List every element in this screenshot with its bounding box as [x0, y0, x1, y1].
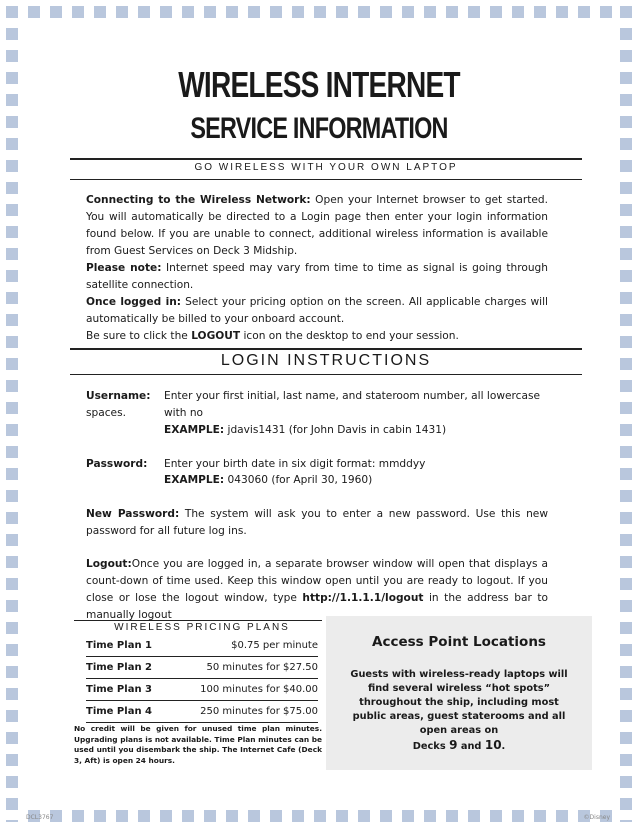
plan-name: Time Plan 4	[86, 706, 152, 717]
username-example	[164, 422, 564, 439]
page-border-top	[6, 6, 632, 18]
footer-code: DCL3767	[26, 814, 54, 821]
plan-row-3	[86, 680, 318, 701]
decks-post: .	[501, 741, 506, 752]
connecting-text: Open your Internet browser to get started. You will automatically be directed to a Login page then enter your login information found below. If you are unable to connect, additional wireless information is available from Guest Services on Deck 3 Midship.	[86, 194, 548, 257]
plan-price: 250 minutes for $75.00	[200, 706, 318, 717]
username-example-label: EXAMPLE:	[164, 424, 225, 436]
plan-name: Time Plan 3	[86, 684, 152, 695]
note-paragraph	[86, 260, 548, 294]
note-text: Internet speed may vary from time to time as signal is going through satellite connection.	[86, 262, 548, 291]
plans-heading: WIRELESS PRICING PLANS	[114, 622, 290, 633]
logged-in-label: Once logged in:	[86, 296, 182, 308]
username-label: Username:	[86, 390, 151, 402]
rule-band-bottom	[70, 179, 582, 180]
rule-login-top	[70, 348, 582, 350]
logout-text-1: Once you are logged in, a separate browser window will open that displays a count-down of time used. Keep this window open until you are ready to logout. If you close or lose the logout window, type	[86, 558, 548, 604]
access-point-description: Guests with wireless-ready laptops will find several wireless “hot spots” throughout the ship, including most public areas, guest staterooms and all open areas on	[350, 669, 568, 736]
page-border-bottom	[6, 810, 632, 822]
password-label: Password:	[86, 458, 148, 470]
plan-price: 50 minutes for $27.50	[206, 662, 318, 673]
username-cont: spaces.	[86, 407, 126, 419]
username-text: Enter your first initial, last name, and stateroom number, all lowercase with no	[164, 390, 540, 419]
deck-9: 9	[449, 738, 458, 752]
plan-price: 100 minutes for $40.00	[200, 684, 318, 695]
logout-reminder-pre: Be sure to click the	[86, 330, 192, 342]
connecting-label: Connecting to the Wireless Network:	[86, 194, 311, 206]
plan-price: $0.75 per minute	[231, 640, 318, 651]
new-password-label: New Password:	[86, 508, 180, 520]
password-example-label: EXAMPLE:	[164, 474, 225, 486]
title-line-2: SERVICE INFORMATION	[190, 112, 448, 145]
logout-text-2: in the address bar to manually logout	[86, 592, 548, 621]
password-example-value: 043060 (for April 30, 1960)	[224, 474, 373, 486]
logout-keyword: LOGOUT	[191, 330, 241, 342]
plan-row-4	[86, 702, 318, 723]
plans-note: No credit will be given for unused time plan minutes. Upgrading plans is not available. Time Plan minutes can be used until you disembark the ship. The Internet Cafe (Deck 3, Aft) is open 24 hours.	[74, 724, 322, 765]
access-point-title: Access Point Locations	[372, 634, 546, 650]
new-password-text: The system will ask you to enter a new password. Use this new password for all future log ins.	[86, 508, 548, 537]
plan-row-2	[86, 658, 318, 679]
plans-rule	[74, 620, 322, 621]
plan-row-1	[86, 636, 318, 657]
logged-in-paragraph	[86, 294, 548, 328]
plan-name: Time Plan 1	[86, 640, 152, 651]
note-label: Please note:	[86, 262, 162, 274]
logout-reminder	[86, 328, 548, 345]
access-point-box	[326, 616, 592, 770]
decks-pre: Decks	[412, 741, 450, 752]
login-heading: LOGIN INSTRUCTIONS	[220, 352, 432, 369]
plan-name: Time Plan 2	[86, 662, 152, 673]
decks-mid: and	[457, 741, 485, 752]
rule-login-bottom	[70, 374, 582, 375]
rule-top	[70, 158, 582, 160]
logout-label: Logout:	[86, 558, 132, 570]
page-border-right	[620, 6, 632, 822]
band-go-wireless: GO WIRELESS WITH YOUR OWN LAPTOP	[194, 162, 458, 173]
connecting-paragraph	[86, 192, 548, 260]
logout-reminder-post: icon on the desktop to end your session.	[240, 330, 459, 342]
password-example	[164, 472, 564, 489]
password-text: Enter your birth date in six digit format: mmddyy	[164, 458, 426, 470]
access-point-text	[346, 668, 572, 754]
footer-copyright: ©Disney	[583, 814, 610, 821]
title-line-1: WIRELESS INTERNET	[178, 64, 460, 105]
page-border-left	[6, 6, 18, 822]
deck-10: 10	[484, 738, 502, 752]
new-password-paragraph	[86, 506, 548, 540]
logout-paragraph	[86, 556, 548, 624]
document-page	[24, 24, 614, 821]
username-example-value: jdavis1431 (for John Davis in cabin 1431)	[224, 424, 447, 436]
logout-url: http://1.1.1.1/logout	[302, 592, 424, 604]
logged-in-text: Select your pricing option on the screen. All applicable charges will automatically be billed to your onboard account.	[86, 296, 548, 325]
